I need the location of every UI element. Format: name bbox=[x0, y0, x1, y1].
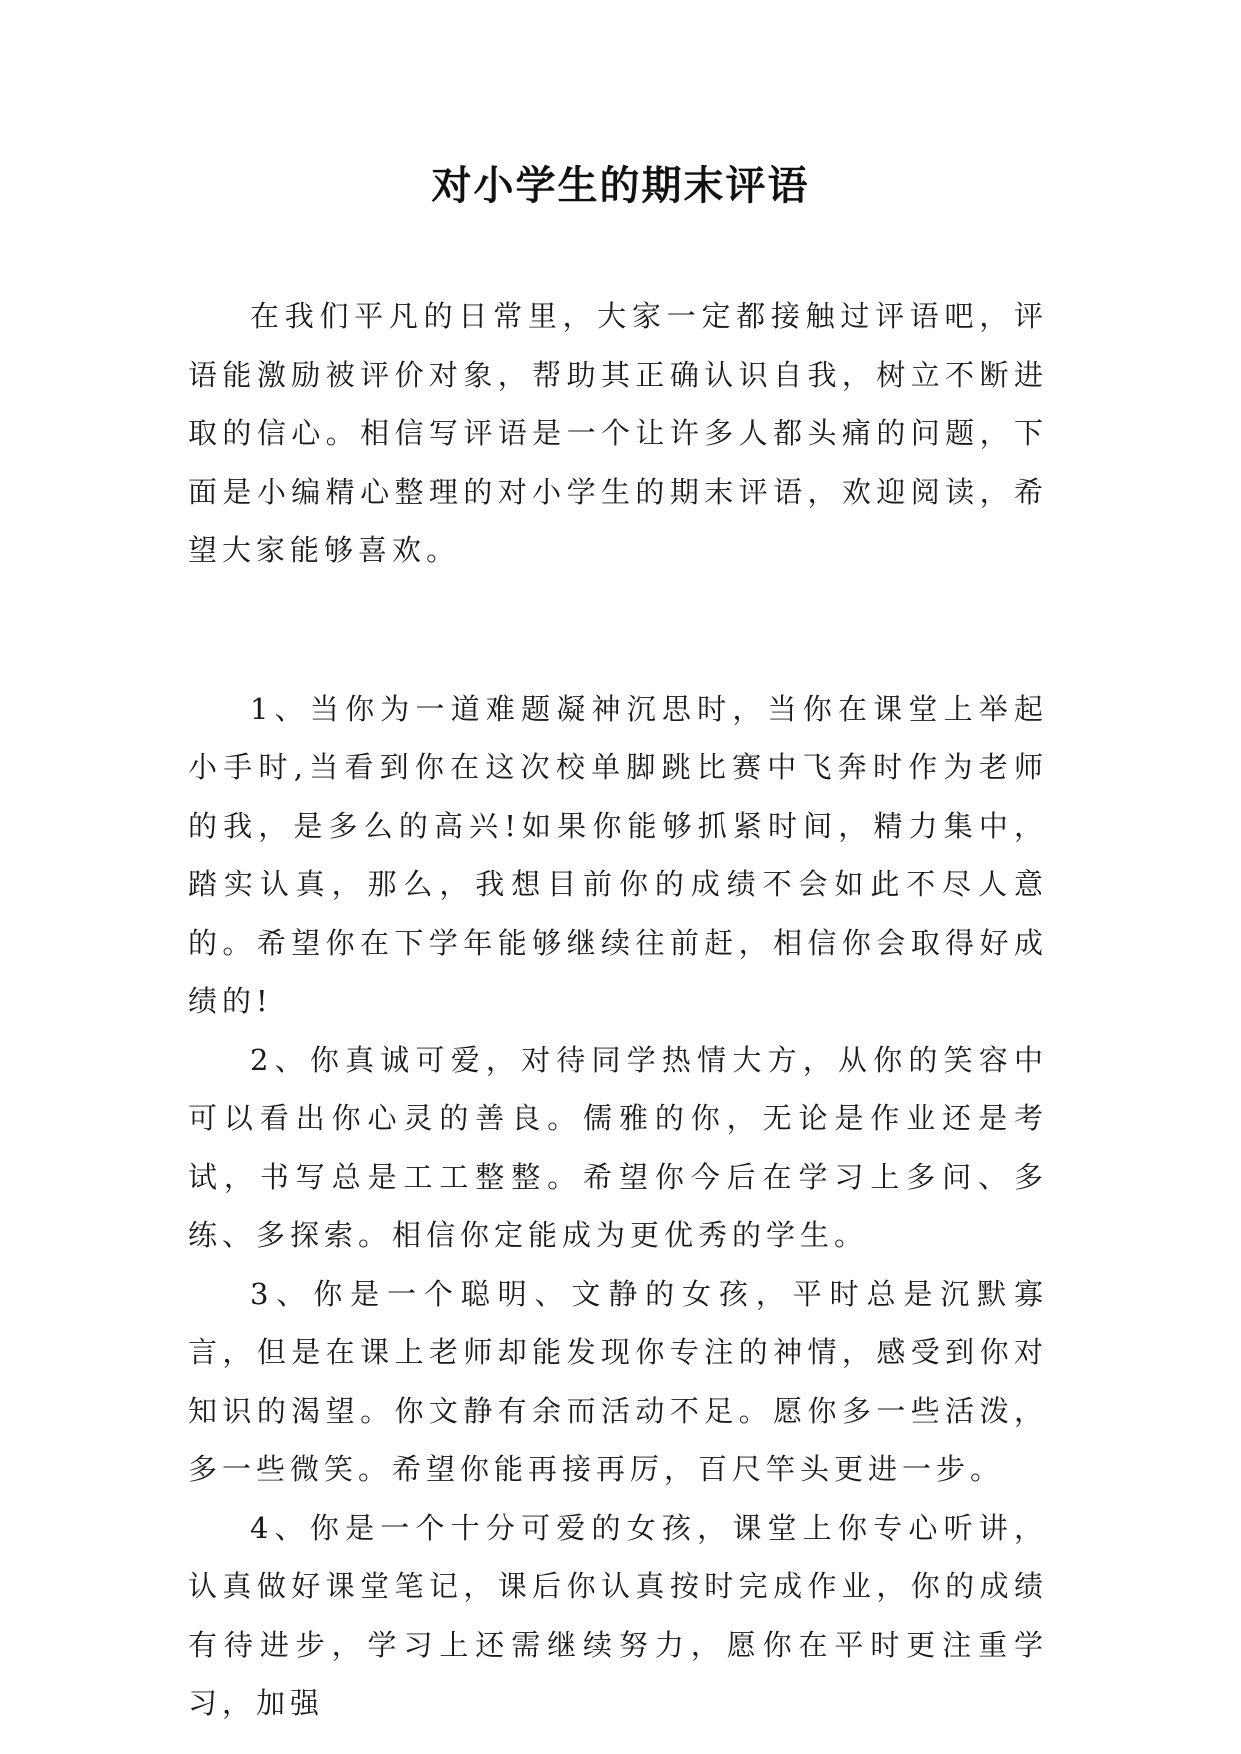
comment-paragraph-1: 1、当你为一道难题凝神沉思时，当你在课堂上举起小手时,当看到你在这次校单脚跳比赛中飞奔时作为老师的我，是多么的高兴!如果你能够抓紧时间，精力集中，踏实认真，那么，我想目前你的成绩不会如此不尽人意的。希望你在下学年能够继续往前赶，相信你会取得好成绩的! bbox=[188, 691, 1048, 1018]
document-title: 对小学生的期末评语 bbox=[431, 162, 810, 209]
comment-paragraph-2: 2、你真诚可爱，对待同学热情大方，从你的笑容中可以看出你心灵的善良。儒雅的你，无论是作业还是考试，书写总是工工整整。希望你今后在学习上多问、多练、多探索。相信你定能成为更优秀的学生。 bbox=[188, 1042, 1048, 1252]
comment-paragraph-4: 4、你是一个十分可爱的女孩，课堂上你专心听讲，认真做好课堂笔记，课后你认真按时完成作业，你的成绩有待进步，学习上还需继续努力，愿你在平时更注重学习，加强 bbox=[188, 1510, 1048, 1720]
intro-paragraph: 在我们平凡的日常里，大家一定都接触过评语吧，评语能激励被评价对象，帮助其正确认识自我，树立不断进取的信心。相信写评语是一个让许多人都头痛的问题，下面是小编精心整理的对小学生的期末评语，欢迎阅读，希望大家能够喜欢。 bbox=[188, 299, 1048, 567]
comment-paragraph-3: 3、你是一个聪明、文静的女孩，平时总是沉默寡言，但是在课上老师却能发现你专注的神情，感受到你对知识的渴望。你文静有余而活动不足。愿你多一些活泼，多一些微笑。希望你能再接再厉，百尺竿头更进一步。 bbox=[188, 1276, 1048, 1486]
paragraph-spacer bbox=[188, 580, 1048, 680]
document-body bbox=[188, 287, 1048, 1733]
